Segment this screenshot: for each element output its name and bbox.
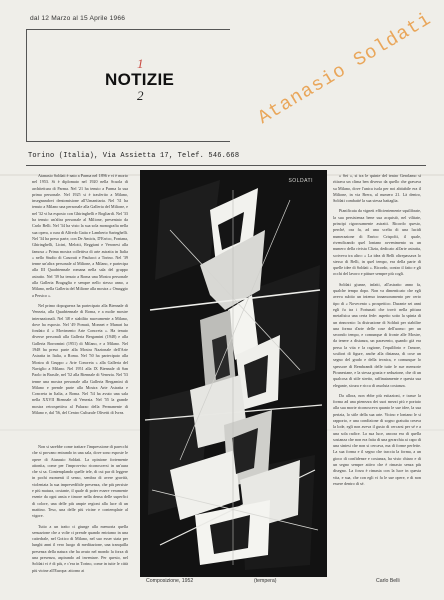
issue-number-top: 1 — [137, 56, 144, 71]
biography-column — [32, 173, 128, 420]
essay-paragraph: Soldati giunse, infatti, all'astratto anno fa, qualche tempo dopo. Non va dimenticato che egli aveva subito un intenso innamoramento per certo tipo di « Novecento » prospettico. Durante sei anni egli fu tra i Fortunati che trovò nella pittura metafisica una certa fede: aspetto sotto la spinta di un rinnovato: la distruzione di Soldati per stabilire una forma d'arte delle cose dell'uomo: per un secondo tempo, e comunque di fronte alle Mostre, da tenere a distanza, un paravento, quando già era persa la vita e la ragione, l'equilibrio e l'amore, scultori di figure, anche alla distanza, di cose un segno del grado e della tecnica, e comunque lo spessore di Rembrandt delle tutte le sue memorie Piranesiane, e la stessa grazia e seduzione, che di un qualcosa di stile stretto, raffinatamente e questa sua elegante, sicura e ricca di assoluta costanza. — [333, 281, 421, 388]
biography-paragraph: Nel primo dopoguerra ha partecipato alla Biennale di Venezia, alla Quadriennale di Roma, e a molte mostre internazionali. Nel '48 e stabilito nuovamente a Milano, dove ha esposto. Nel '49 Pomati, Monnet e Munari ha fondato il « Movimento Arte Concreta ». Ha tenuto diverse personali alla Galleria Bergamini (1948) e alla Galleria Borromini (1951) di Milano, e a Milano. Nel 1948 ha preso parte alla Mostra Nazionale dell'Arte Astratta in Italia, a Roma. Nel '50 ha partecipato alla Mostra di Gruppo « Arte Concreta » alla Galleria del Naviglio a Milano. Nel 1951 alla IX Biennale di San Paolo in Brasile, nel '52 alla Biennale di Venezia. Nel '53 tenne una mostra personale alla Galleria Bergamini di Milano e prende parte alla Mostra Arte Astratta e Concreta in Italia, a Roma. Nel '54 ha avuto una sala nella XXVII Biennale di Venezia. Nel '55 la grande mostra retrospettiva al Palazzo della Permanente di Milano e, dal '56, del Centro Culturale Olivetti di Ivrea. — [32, 302, 128, 415]
address-rule — [26, 165, 426, 166]
issue-number-bottom: 2 — [137, 88, 144, 103]
essay-paragraph: Non si sarebbe come trattare l'impressione di parecchi che si provano entrando in una sala, dove sono esposte le opere di Atanasio Soldati. La opinione fortemente attonita, come per l'improvviso riconoscersi in un'aura che si sa. Contemplando quelle tele, di cui par di leggere in pochi momenti il senso, sembra di avere gravità, violentata la sua imprevedibile presenza, che più persiste e più matura, costante, il quale di poter essere veramente esente da ogni ansia e timore nella densa delle superfici di colore, una delle più ampie regioni alla luce di un mattino. Teso, una delle più vicine e contemplate al vigore. — [32, 444, 128, 519]
biography-paragraph: Atanasio Soldati è nato a Parma nel 1896 e vi è morto nel 1953. Si è diplomato nel 1920 nella Scuola di architettura di Parma. Nel '21 ha tenuto a Parma la sua prima personale. Nel 1925 si è trasferito a Milano, insegnandovi dentomisione all'Umanitaria. Nel '31 ha tenuto a Milano una personale alla Galleria del Milione, e nel '32 vi ha esposto con Ghiringhelli e Bogliardi. Nel '33 ha tenuto un'altra personale al Milione, presentato da Carlo Belli. Nel '34 ha visto la sua sola monografia nella sua opera, a cura di Alfredo Gatta e Lamberto Saringhelli. Nel '34 ha preso parte, con De Amicis, D'Errico, Fontana, Ghiringhelli, Licini, Melotti, Reggiani e Veronesi alla famosa « Prima mostra collettiva di arte astratta in Italia » nello Studio di Casorati e Paulucci a Torino. Nel '39 tenne un'altra personale al Milione, a Milano, e partecipa alla III Quadriennale romana nella sala del gruppo astratto. Nel '39 ha tenuto a Roma una Mostra personale alla Galleria Bragaglia e sempre nello stesso anno, a Milano, nella Galleria del Milione alla mostra « Omaggio a Persico ». — [32, 173, 129, 298]
essay-author: Carlo Belli — [376, 578, 400, 584]
essay-column-left — [32, 444, 128, 578]
essay-paragraph: « Sei », si tra le quinte del teatro Gerolamo si ritirava un clima ben diverso da quello che gravava su Milano, dove l'unica isola per noi abitabile era il Milione, in via Brera, al numero 21. Là dentro, Soldati combatté la sua stessa battaglia. — [333, 173, 421, 204]
header-rule-top — [26, 29, 230, 30]
exhibition-dates: dal 12 Marzo al 15 Aprile 1966 — [30, 15, 126, 22]
artist-name: Atanasio Soldati — [254, 7, 436, 129]
artwork-reproduction — [140, 170, 327, 577]
essay-paragraph: Da allora, non ebbe più esitazioni, e trasse la forma ad una pienezza dei suoi mezzi più e portato alla sua morte riconosceva quanto le sue idee, la sua perizia, lo stile della sua arte. Vicino e lontano le si rapporto, e una condizione di sogno gratuita creava la lode, egli non aveva il gusto di cercarsi per sé e a una sola radice. La sua luce, ancora era di quella sostanza che non era fatta di una gerarchia ai capo di una sintesi che non si cercava, ma di forme perfette. La sua forma e il segno che traccia la forma, a un gioco di confidenze e costanza, ha visto chiaro e di un segno sempre attivo che è rimasto senza più disegno. La forza è rimasta con la luce in questa vita, e sua, che con egli vi fa le sue opere, e di non essere dentro di sé. — [333, 392, 421, 486]
header-rule-vertical-left — [26, 29, 27, 142]
gallery-address: Torino (Italia), Via Assietta 17, Telef. 546.668 — [28, 152, 240, 160]
essay-paragraph: Pianificata da vigneti efficientemente squilibrate, la sua persistenza bene sua acquistò, nel vilitate, principi rigorosamente astratti. Ricordo questo, perché, ora fa, ad una scelta di una lucidi numerazione di Enrico Crispolti, il quale, rivendicando quel lontano avvenimento su un numero della rivista Clizia, dedicato all'arte astratta, scriveva tra altro: « La idea di Belli oltrepassava lo stesso di Belli, in quel tempo, era della parte di quelle idee di Soldati ». Ricordo, contro il fatto e gli occhi del lavoro e pitture sempre più cogli. — [333, 208, 421, 277]
page-title: NOTIZIE — [105, 70, 175, 89]
artwork-signature: SOLDATI — [288, 178, 313, 184]
artwork-composition — [140, 170, 327, 577]
artwork-caption-medium: (tempera) — [254, 578, 277, 584]
essay-column-right — [333, 173, 421, 491]
essay-paragraph: Tutto a un tratto ci giunge alla memoria quella sensazione che a volte ci prende quando entriamo in una cattedrale, nel Gotico di Milano, nel suo esser stata per lunghi anni il vero luogo di meditazione, una tranquilla presenza della natura che ha avuto nel mondo la forza di una presenza, aspirando ad inventare. Per questo, nel Soldati vi è di più, e c'era in Torino, come in tutte le città più vicine all'Europa: attorno ai — [32, 523, 128, 573]
header-rule-bottom — [26, 141, 230, 142]
artwork-caption-title: Composizione, 1952 — [146, 578, 194, 584]
